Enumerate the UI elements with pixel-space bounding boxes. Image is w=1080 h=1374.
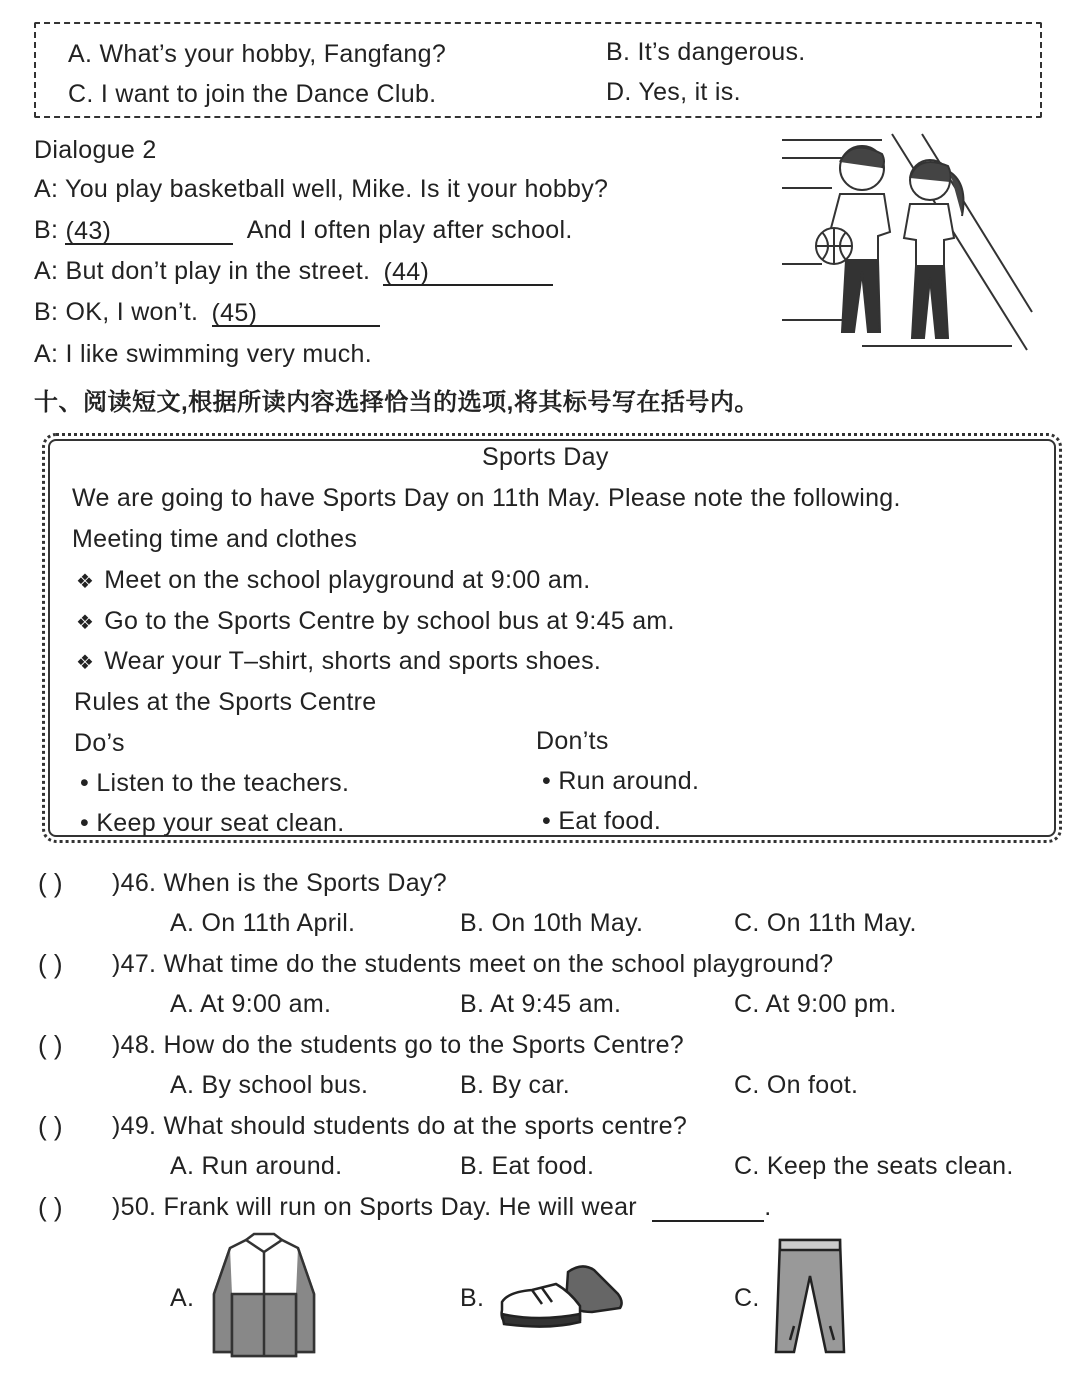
- question-end: .: [764, 1193, 772, 1221]
- question-46: )46. When is the Sports Day?: [112, 869, 447, 897]
- answer-paren-50[interactable]: ( ): [38, 1192, 63, 1222]
- answer-paren-47[interactable]: ( ): [38, 949, 63, 979]
- jacket-icon: [210, 1234, 318, 1358]
- question-text: 50. Frank will run on Sports Day. He will wear: [120, 1193, 637, 1221]
- speaker: A:: [34, 340, 59, 368]
- dialogue-line: [34, 298, 380, 327]
- meeting-item-text: Meet on the school playground at 9:00 am.: [104, 566, 591, 594]
- answer-blank-50[interactable]: [652, 1198, 764, 1222]
- ornament-bullet-icon: ❖: [76, 612, 95, 634]
- question-47: )47. What time do the students meet on the school playground?: [112, 950, 834, 978]
- speaker: A:: [34, 175, 59, 203]
- option-d: D. Yes, it is.: [606, 78, 741, 106]
- question-text: 48. How do the students go to the Sports Centre?: [120, 1031, 684, 1059]
- donts-heading: Don’ts: [536, 727, 609, 755]
- question-text: 47. What time do the students meet on the school playground?: [120, 950, 834, 978]
- answer-blank-43[interactable]: [65, 217, 233, 245]
- blank-number: (43): [65, 217, 112, 245]
- answer-blank-45[interactable]: [212, 299, 380, 327]
- donts-item-text: Eat food.: [558, 807, 662, 835]
- q50-option-c-label: C.: [734, 1284, 760, 1312]
- dialogue-line: [34, 216, 573, 245]
- option-a: A. What’s your hobby, Fangfang?: [68, 40, 447, 68]
- option-c: C. I want to join the Dance Club.: [68, 80, 437, 108]
- section-instruction: 十、阅读短文,根据所读内容选择恰当的选项,将其标号写在括号内。: [34, 389, 759, 416]
- notice-title: Sports Day: [482, 443, 609, 471]
- speaker: B:: [34, 298, 59, 326]
- speaker: B:: [34, 216, 59, 244]
- donts-item-text: Run around.: [558, 767, 700, 795]
- line-text: And I often play after school.: [246, 216, 573, 244]
- dos-item: [80, 809, 344, 838]
- children-illustration: [782, 132, 1032, 354]
- answer-paren-49[interactable]: ( ): [38, 1111, 63, 1141]
- bullet-icon: •: [542, 767, 559, 795]
- line-text: But don’t play in the street.: [65, 257, 371, 285]
- speaker: A:: [34, 257, 59, 285]
- rules-heading: Rules at the Sports Centre: [74, 688, 377, 716]
- dos-heading: Do’s: [74, 729, 125, 757]
- q48-option-b: B. By car.: [460, 1071, 570, 1099]
- answer-paren-46[interactable]: ( ): [38, 868, 63, 898]
- q47-option-b: B. At 9:45 am.: [460, 990, 622, 1018]
- donts-item: [542, 807, 661, 836]
- line-text: I like swimming very much.: [65, 340, 372, 368]
- q47-option-c: C. At 9:00 pm.: [734, 990, 897, 1018]
- q50-option-b-label: B.: [460, 1284, 485, 1312]
- blank-number: (45): [211, 299, 258, 327]
- question-50: )50. Frank will run on Sports Day. He will wear .: [112, 1193, 772, 1221]
- donts-item: [542, 767, 699, 796]
- bullet-icon: •: [80, 769, 97, 797]
- bullet-icon: •: [542, 807, 559, 835]
- sneakers-icon: [498, 1262, 626, 1332]
- trousers-icon: [772, 1236, 848, 1356]
- bullet-icon: •: [80, 809, 97, 837]
- meeting-item: [76, 647, 601, 676]
- q46-option-a: A. On 11th April.: [170, 909, 356, 937]
- q48-option-a: A. By school bus.: [170, 1071, 369, 1099]
- dialogue-line: [34, 257, 553, 286]
- ornament-bullet-icon: ❖: [76, 571, 95, 593]
- dialogue-line: [34, 340, 372, 369]
- blank-number: (44): [383, 258, 430, 286]
- answer-paren-48[interactable]: ( ): [38, 1030, 63, 1060]
- dos-item-text: Listen to the teachers.: [96, 769, 350, 797]
- q46-option-c: C. On 11th May.: [734, 909, 917, 937]
- meeting-item-text: Go to the Sports Centre by school bus at 9:45 am.: [104, 607, 675, 635]
- question-48: )48. How do the students go to the Sports Centre?: [112, 1031, 684, 1059]
- dialogue-title: Dialogue 2: [34, 136, 157, 164]
- q49-option-b: B. Eat food.: [460, 1152, 595, 1180]
- q49-option-c: C. Keep the seats clean.: [734, 1152, 1014, 1180]
- dialogue-line: [34, 175, 608, 204]
- question-text: 49. What should students do at the sports centre?: [120, 1112, 688, 1140]
- meeting-item-text: Wear your T–shirt, shorts and sports shoes.: [104, 647, 602, 675]
- meeting-item: [76, 566, 590, 595]
- q47-option-a: A. At 9:00 am.: [170, 990, 332, 1018]
- q48-option-c: C. On foot.: [734, 1071, 859, 1099]
- q46-option-b: B. On 10th May.: [460, 909, 644, 937]
- answer-blank-44[interactable]: [383, 258, 553, 286]
- q50-option-a-label: A.: [170, 1284, 195, 1312]
- meeting-item: [76, 607, 675, 636]
- option-b: B. It’s dangerous.: [606, 38, 806, 66]
- question-text: 46. When is the Sports Day?: [120, 869, 447, 897]
- notice-intro: We are going to have Sports Day on 11th May. Please note the following.: [72, 484, 901, 512]
- q49-option-a: A. Run around.: [170, 1152, 343, 1180]
- line-text: OK, I won’t.: [65, 298, 199, 326]
- question-49: )49. What should students do at the sports centre?: [112, 1112, 688, 1140]
- meeting-heading: Meeting time and clothes: [72, 525, 358, 553]
- dos-item-text: Keep your seat clean.: [96, 809, 345, 837]
- line-text: You play basketball well, Mike. Is it your hobby?: [65, 175, 609, 203]
- ornament-bullet-icon: ❖: [76, 652, 95, 674]
- dos-item: [80, 769, 349, 798]
